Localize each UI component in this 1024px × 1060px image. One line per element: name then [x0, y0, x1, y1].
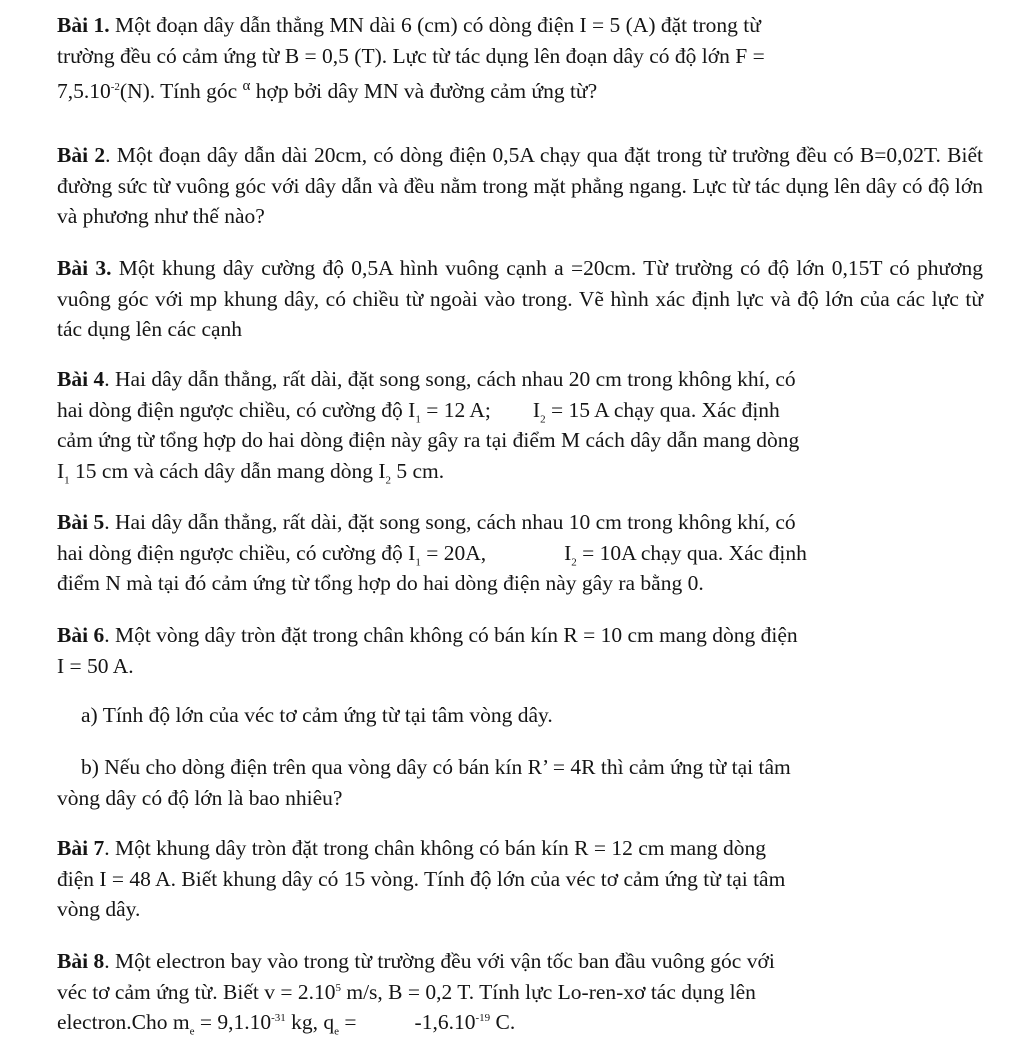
sub-1: 1: [415, 555, 421, 568]
problem-6-line-1: [57, 620, 983, 651]
problem-8-eq: =: [339, 1010, 357, 1034]
sub-2b: 2: [385, 473, 391, 486]
problem-5-line-3: điểm N mà tại đó cảm ứng từ tổng hợp do hai dòng điện này gây ra bằng 0.: [57, 571, 704, 595]
problem-3-text: Một khung dây cường độ 0,5A hình vuông cạnh a =20cm. Từ trường có độ lớn 0,15T có phương vuông góc với mp khung dây, có chiều từ ngoài vào trong. Vẽ hình xác định lực và độ lớn của các lực từ tác dụng lên các cạnh: [57, 256, 984, 341]
problem-1-text-1: Một đoạn dây dẫn thẳng MN dài 6 (cm) có dòng điện I = 5 (A) đặt trong từ: [114, 13, 761, 37]
problem-8-charge: kg, q: [285, 1010, 335, 1034]
problem-3: [57, 253, 983, 345]
problem-5-current-1-val: = 20A,: [420, 540, 487, 565]
problem-5-current-2: I: [564, 540, 572, 565]
problem-6a-text: a) Tính độ lớn của véc tơ cảm ứng từ tại tâm vòng dây.: [81, 703, 553, 727]
problem-8-label: Bài 8: [57, 949, 105, 973]
problem-5-line-2: [57, 538, 983, 569]
problem-4-current-1: hai dòng điện ngược chiều, có cường độ I: [57, 397, 416, 422]
problem-1: [57, 10, 983, 107]
alpha-symbol: α: [242, 78, 251, 94]
exp-5: 5: [335, 981, 341, 994]
problem-5-text-1: . Hai dây dẫn thẳng, rất dài, đặt song song, cách nhau 10 cm trong không khí, có: [104, 510, 796, 534]
sub-2: 2: [540, 412, 546, 425]
problem-6b: [57, 752, 983, 813]
problem-4-label: Bài 4: [57, 367, 105, 391]
problem-6b-line-2: vòng dây có độ lớn là bao nhiêu?: [57, 785, 343, 810]
problem-3-paragraph: [57, 253, 983, 345]
problem-4-dist-end: 5 cm.: [391, 458, 445, 483]
problem-4-current-2-val: = 15 A chạy qua. Xác định: [545, 397, 780, 422]
problem-1-force: 7,5.10: [57, 79, 111, 104]
problem-7-line-1: [57, 833, 983, 864]
problem-5: [57, 507, 983, 599]
problem-6a-line: [57, 700, 983, 731]
sub-1b: 1: [64, 473, 70, 486]
problem-6b-text-1: b) Nếu cho dòng điện trên qua vòng dây có bán kín R’ = 4R thì cảm ứng từ tại tâm: [81, 755, 791, 779]
problem-7-text-1: . Một khung dây tròn đặt trong chân không có bán kín R = 12 cm mang dòng: [104, 836, 767, 860]
sub-e: e: [189, 1025, 195, 1038]
problem-8-line-1: [57, 946, 983, 977]
problem-4-line-3: cảm ứng từ tổng hợp do hai dòng điện này gây ra tại điểm M cách dây dẫn mang dòng: [57, 428, 800, 452]
problem-4-current-2: I: [532, 397, 541, 422]
sub-2: 2: [571, 555, 577, 568]
problem-7-label: Bài 7: [57, 836, 105, 860]
problem-6-label: Bài 6: [57, 623, 105, 647]
problem-2-text: . Một đoạn dây dẫn dài 20cm, có dòng điện 0,5A chạy qua đặt trong từ trường đều có B=0,02T. Biết đường sức từ vuông góc với dây dẫn và đều nằm trong mặt phẳng ngang. Lực từ tác dụng lên dây có độ lớn và phương như thế nào?: [57, 143, 983, 228]
problem-4-line-2: [57, 395, 983, 426]
sub-1: 1: [415, 412, 421, 425]
problem-8-text-1: . Một electron bay vào trong từ trường đều với vận tốc ban đầu vuông góc với: [104, 949, 775, 973]
problem-7: [57, 833, 983, 925]
problem-6: [57, 620, 983, 681]
problem-8-mass: electron.Cho m: [57, 1010, 190, 1034]
problem-2: [57, 140, 983, 232]
problem-8-mass-val: = 9,1.10: [194, 1010, 272, 1034]
problem-8-unit: C.: [490, 1010, 516, 1034]
problem-1-line-2: trường đều có cảm ứng từ B = 0,5 (T). Lực từ tác dụng lên đoạn dây có độ lớn F =: [57, 43, 765, 68]
problem-5-label: Bài 5: [57, 510, 105, 534]
problem-8-line-3: [57, 1007, 983, 1038]
problem-8-charge-val: -1,6.10: [414, 1010, 476, 1034]
problem-7-line-3: vòng dây.: [57, 897, 141, 921]
problem-4-text-1: . Hai dây dẫn thẳng, rất dài, đặt song song, cách nhau 20 cm trong không khí, có: [104, 367, 796, 391]
problem-8-field: m/s, B = 0,2 T. Tính lực Lo-ren-xơ tác dụng lên: [340, 979, 756, 1004]
problem-5-line-1: [57, 507, 983, 538]
problem-1-line-3: [57, 71, 983, 107]
problem-1-question-b: hợp bởi dây MN và đường cảm ứng từ?: [255, 79, 598, 104]
problem-4-dist: 15 cm và cách dây dẫn mang dòng I: [69, 458, 386, 483]
problem-6b-line-1: [57, 752, 983, 783]
exp-19: -19: [475, 1011, 491, 1024]
problem-4-current-1-val: = 12 A;: [420, 397, 491, 422]
problem-7-line-2: điện I = 48 A. Biết khung dây có 15 vòng. Tính độ lớn của véc tơ cảm ứng từ tại tâm: [57, 866, 786, 891]
problem-8-velocity: véc tơ cảm ứng từ. Biết v = 2.10: [57, 979, 336, 1004]
problem-1-force-exp: -2: [110, 81, 120, 93]
problem-1-line-1: [57, 10, 983, 41]
problem-6-line-2: I = 50 A.: [57, 653, 134, 678]
problem-4-line-1: [57, 364, 983, 395]
problem-4-line-4: [57, 456, 983, 487]
problem-5-current-1: hai dòng điện ngược chiều, có cường độ I: [57, 540, 416, 565]
problem-6a: [57, 700, 983, 731]
sub-e2: e: [334, 1025, 340, 1038]
problem-4: [57, 364, 983, 486]
problem-8: [57, 946, 983, 1038]
problem-4-i1: I: [57, 458, 65, 483]
problem-1-question-a: (N). Tính góc: [119, 79, 238, 104]
problem-2-paragraph: [57, 140, 983, 232]
exp-31: -31: [271, 1011, 286, 1024]
problem-1-label: Bài 1.: [57, 13, 110, 37]
problem-5-current-2-val: = 10A chạy qua. Xác định: [576, 540, 807, 565]
problem-8-line-2: [57, 977, 983, 1008]
problem-3-label: Bài 3.: [57, 256, 112, 280]
problem-2-label: Bài 2: [57, 143, 106, 167]
problem-6-text-1: . Một vòng dây tròn đặt trong chân không có bán kín R = 10 cm mang dòng điện: [104, 623, 798, 647]
